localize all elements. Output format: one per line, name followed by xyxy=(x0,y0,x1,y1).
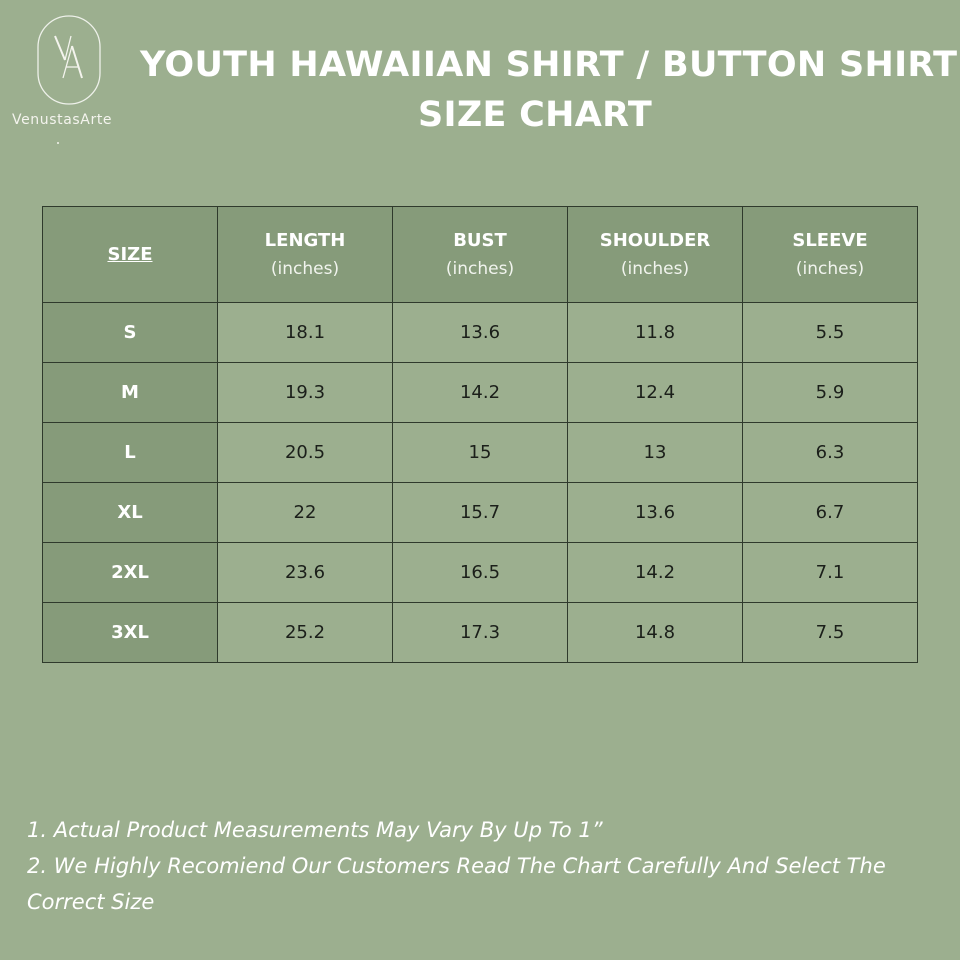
size-cell: M xyxy=(43,363,218,423)
note-2: 2. We Highly Recomiend Our Customers Read The Chart Carefully And Select The Correct Size xyxy=(27,854,886,914)
size-chart-table xyxy=(42,206,918,663)
header-bust: BUST (inches) xyxy=(393,207,568,303)
sleeve-cell: 7.5 xyxy=(743,603,918,663)
shoulder-cell: 14.2 xyxy=(568,543,743,603)
header-size: SIZE xyxy=(43,207,218,303)
size-cell: L xyxy=(43,423,218,483)
va-monogram-icon xyxy=(34,12,104,108)
table-row xyxy=(43,483,918,543)
shoulder-cell: 11.8 xyxy=(568,303,743,363)
length-cell: 19.3 xyxy=(218,363,393,423)
brand-dot xyxy=(57,142,59,144)
sleeve-cell: 5.5 xyxy=(743,303,918,363)
sleeve-cell: 6.3 xyxy=(743,423,918,483)
table-row xyxy=(43,423,918,483)
size-cell: 2XL xyxy=(43,543,218,603)
size-cell: 3XL xyxy=(43,603,218,663)
size-cell: S xyxy=(43,303,218,363)
length-cell: 20.5 xyxy=(218,423,393,483)
notes xyxy=(27,812,947,920)
note-1: 1. Actual Product Measurements May Vary By Up To 1” xyxy=(27,818,603,842)
size-cell: XL xyxy=(43,483,218,543)
sleeve-cell: 7.1 xyxy=(743,543,918,603)
bust-cell: 15.7 xyxy=(393,483,568,543)
length-cell: 22 xyxy=(218,483,393,543)
shoulder-cell: 13.6 xyxy=(568,483,743,543)
shoulder-cell: 13 xyxy=(568,423,743,483)
sleeve-cell: 6.7 xyxy=(743,483,918,543)
header-unit: (inches) xyxy=(445,258,515,279)
shoulder-cell: 14.8 xyxy=(568,603,743,663)
brand-logo xyxy=(10,10,134,140)
brand-name: VenustasArte xyxy=(12,112,113,128)
header-sleeve: SLEEVE (inches) xyxy=(743,207,918,303)
table-row xyxy=(43,543,918,603)
bust-cell: 16.5 xyxy=(393,543,568,603)
header-length: LENGTH (inches) xyxy=(218,207,393,303)
header-unit: (inches) xyxy=(620,258,690,279)
header-unit: (inches) xyxy=(795,258,865,279)
page-title xyxy=(140,40,958,140)
table-header-row xyxy=(43,207,918,303)
title-line-2: SIZE CHART xyxy=(417,95,653,135)
length-cell: 18.1 xyxy=(218,303,393,363)
header-shoulder: SHOULDER (inches) xyxy=(568,207,743,303)
bust-cell: 14.2 xyxy=(393,363,568,423)
bust-cell: 15 xyxy=(393,423,568,483)
length-cell: 23.6 xyxy=(218,543,393,603)
header-unit: (inches) xyxy=(270,258,340,279)
table-row xyxy=(43,603,918,663)
bust-cell: 17.3 xyxy=(393,603,568,663)
table-row xyxy=(43,303,918,363)
length-cell: 25.2 xyxy=(218,603,393,663)
shoulder-cell: 12.4 xyxy=(568,363,743,423)
title-line-1: YOUTH HAWAIIAN SHIRT / BUTTON SHIRT xyxy=(140,45,958,85)
bust-cell: 13.6 xyxy=(393,303,568,363)
table-row xyxy=(43,363,918,423)
sleeve-cell: 5.9 xyxy=(743,363,918,423)
